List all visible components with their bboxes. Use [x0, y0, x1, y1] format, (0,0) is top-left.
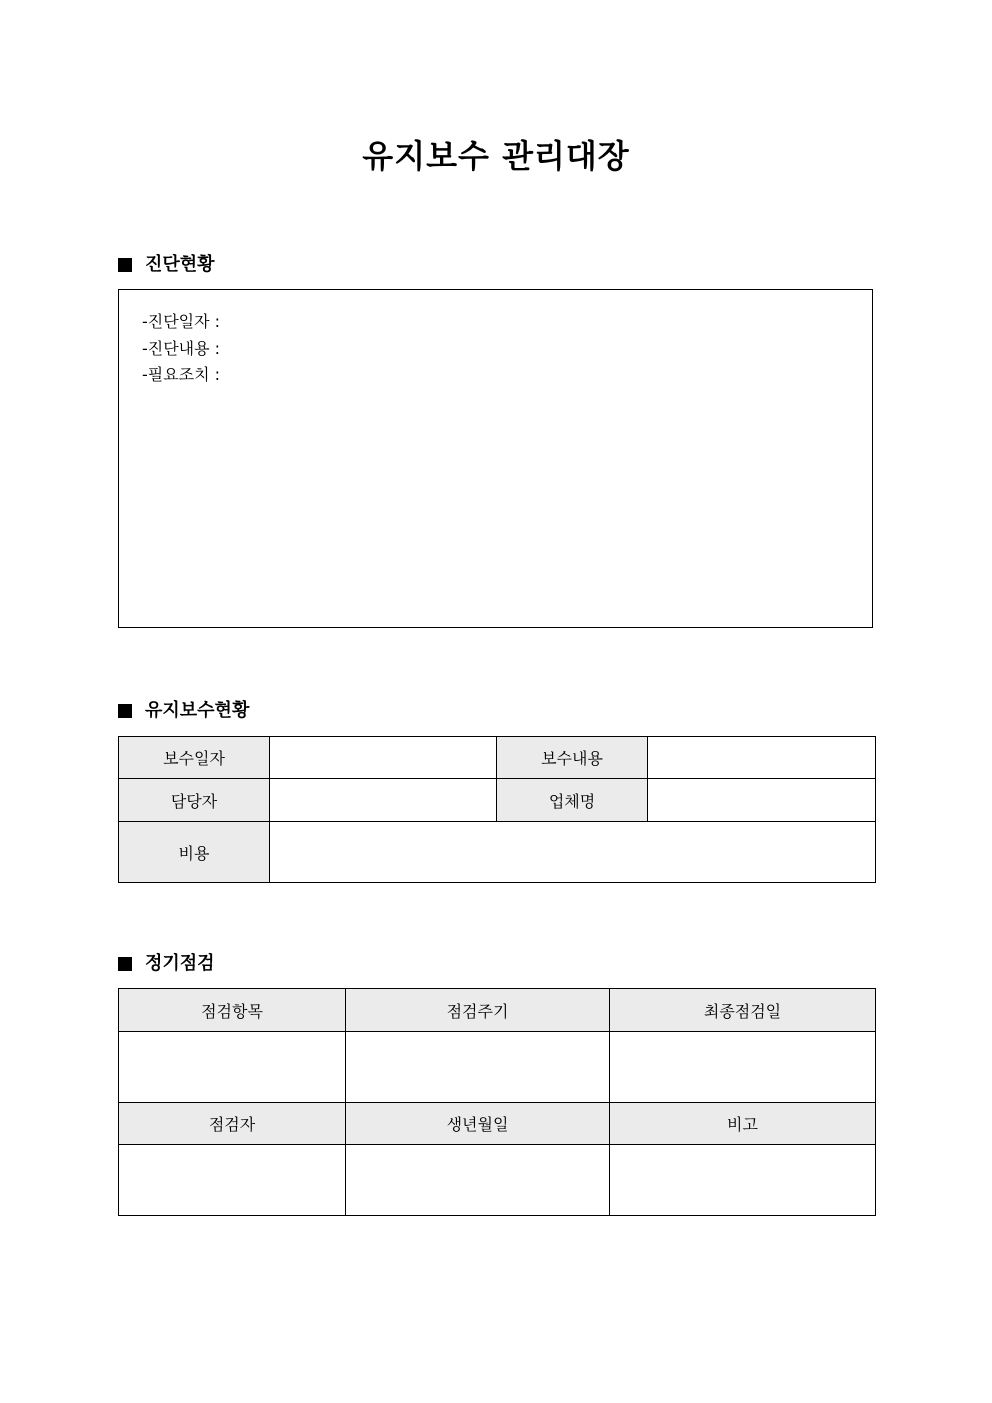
manager-label: 담당자 [119, 779, 270, 822]
birthdate-field[interactable] [346, 1145, 610, 1216]
last-inspection-date-header: 최종점검일 [610, 989, 876, 1032]
last-inspection-date-field[interactable] [610, 1032, 876, 1103]
maintenance-date-label: 보수일자 [119, 737, 270, 779]
inspection-item-field[interactable] [119, 1032, 346, 1103]
company-label: 업체명 [497, 779, 648, 822]
inspector-header: 점검자 [119, 1103, 346, 1145]
section-heading-label: 정기점검 [145, 953, 215, 974]
maintenance-date-field[interactable] [270, 737, 497, 779]
remarks-field[interactable] [610, 1145, 876, 1216]
inspection-table [118, 988, 876, 1216]
maintenance-content-label: 보수내용 [497, 737, 648, 779]
diagnosis-action-line: -필요조치 : [142, 365, 221, 384]
square-bullet-icon [118, 258, 132, 272]
inspection-cycle-field[interactable] [346, 1032, 610, 1103]
diagnosis-content-line: -진단내용 : [142, 338, 221, 358]
remarks-header: 비고 [610, 1103, 876, 1145]
page-title: 유지보수 관리대장 [362, 137, 630, 175]
company-field[interactable] [648, 779, 876, 822]
maintenance-content-field[interactable] [648, 737, 876, 779]
square-bullet-icon [118, 704, 132, 718]
inspector-field[interactable] [119, 1145, 346, 1216]
cost-field[interactable] [270, 822, 876, 883]
manager-field[interactable] [270, 779, 497, 822]
diagnosis-box[interactable] [118, 289, 873, 628]
section-heading-inspection [118, 952, 215, 976]
cost-label: 비용 [119, 822, 270, 883]
inspection-cycle-header: 점검주기 [346, 989, 610, 1032]
maintenance-table [118, 736, 876, 883]
birthdate-header: 생년월일 [346, 1103, 610, 1145]
diagnosis-date-line: -진단일자 : [142, 312, 221, 331]
section-heading-diagnosis [118, 253, 215, 277]
section-heading-maintenance [118, 699, 249, 723]
section-heading-label: 진단현황 [145, 254, 215, 275]
section-heading-label: 유지보수현황 [145, 700, 250, 721]
square-bullet-icon [118, 957, 132, 971]
inspection-item-header: 점검항목 [119, 989, 346, 1032]
